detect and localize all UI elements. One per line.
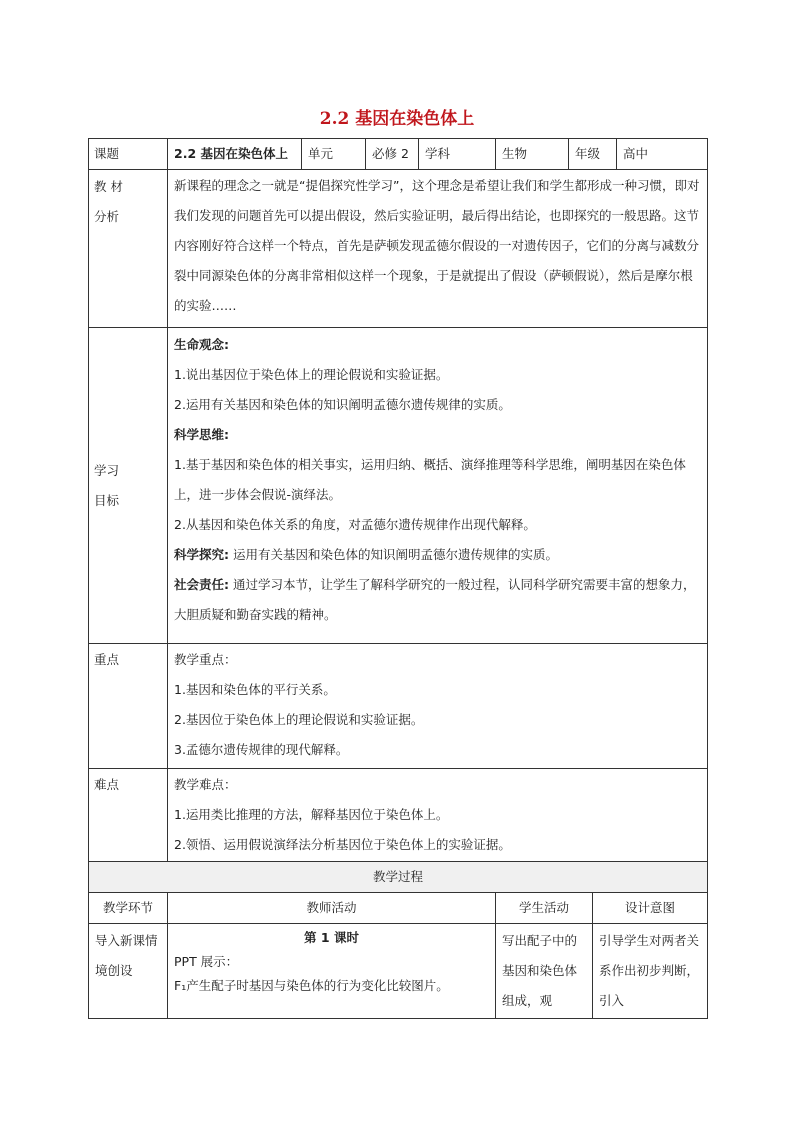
difficulties-row [89, 769, 708, 862]
inquiry-text: 运用有关基因和染色体的知识阐明孟德尔遗传规律的实质。 [229, 547, 558, 562]
teacher-cell [168, 924, 496, 1019]
col-teacher: 教师活动 [168, 893, 496, 924]
page-title: 2.2 基因在染色体上 [319, 109, 475, 129]
analysis-row [89, 170, 708, 328]
difficulty-item: 2.领悟、运用假说演绎法分析基因位于染色体上的实验证据。 [174, 837, 511, 852]
topic-value: 2.2 基因在染色体上 [168, 139, 302, 170]
thinking-heading: 科学思维: [174, 427, 229, 442]
unit-label: 单元 [302, 139, 366, 170]
thinking-goal-2: 2.从基因和染色体关系的角度，对孟德尔遗传规律作出现代解释。 [174, 517, 536, 532]
student-cell: 写出配子中的基因和染色体组成，观 [496, 924, 593, 1019]
header-row [89, 139, 708, 170]
life-goal-2: 2.运用有关基因和染色体的知识阐明孟德尔遗传规律的实质。 [174, 397, 511, 412]
key-point-item: 1.基因和染色体的平行关系。 [174, 682, 336, 697]
goals-label-line2: 目标 [94, 492, 120, 508]
key-points-content [168, 644, 708, 769]
difficulties-label: 难点 [89, 769, 168, 862]
key-point-item: 3.孟德尔遗传规律的现代解释。 [174, 742, 349, 757]
inquiry-goal [174, 540, 701, 570]
col-stage: 教学环节 [89, 893, 168, 924]
col-intent: 设计意图 [593, 893, 708, 924]
col-student: 学生活动 [496, 893, 593, 924]
session-label: 第 1 课时 [304, 930, 359, 945]
grade-value: 高中 [617, 139, 708, 170]
life-heading: 生命观念: [174, 337, 229, 352]
life-goal-1: 1.说出基因位于染色体上的理论假说和实验证据。 [174, 367, 449, 382]
topic-label: 课题 [89, 139, 168, 170]
f1-text: F₁产生配子时基因与染色体的行为变化比较图片。 [174, 978, 449, 993]
difficulties-heading: 教学难点： [174, 777, 237, 792]
unit-value: 必修 2 [366, 139, 419, 170]
key-points-row [89, 644, 708, 769]
social-goal [174, 570, 701, 630]
grade-label: 年级 [569, 139, 617, 170]
goals-label-line1: 学习 [94, 462, 120, 478]
goals-content [168, 328, 708, 644]
key-point-item: 2.基因位于染色体上的理论假说和实验证据。 [174, 712, 424, 727]
analysis-text: 新课程的理念之一就是“提倡探究性学习”，这个理念是希望让我们和学生都形成一种习惯，即对我们发现的问题首先可以提出假设，然后实验证明，最后得出结论，也即探究的一般思路。这节内容刚好符合这样一个特点，首先是萨顿发现孟德尔假设的一对遗传因子，它们的分离与减数分裂中同源染色体的分离非常相似这样一个现象，于是就提出了假设（萨顿假说），然后是摩尔根的实验…… [168, 170, 708, 328]
key-points-label: 重点 [89, 644, 168, 769]
process-column-row [89, 893, 708, 924]
difficulties-content [168, 769, 708, 862]
key-points-heading: 教学重点： [174, 652, 237, 667]
subject-label: 学科 [419, 139, 496, 170]
analysis-label-line2: 分析 [94, 209, 120, 224]
subject-value: 生物 [496, 139, 569, 170]
social-heading: 社会责任: [174, 577, 229, 592]
thinking-goal-1: 1.基于基因和染色体的相关事实，运用归纳、概括、演绎推理等科学思维，阐明基因在染色体上，进一步体会假说-演绎法。 [174, 457, 686, 502]
goals-row [89, 328, 708, 644]
stage-cell: 导入新课情境创设 [89, 924, 168, 1019]
ppt-label: PPT 展示： [174, 954, 239, 969]
goals-label [89, 328, 168, 644]
difficulty-item: 1.运用类比推理的方法，解释基因位于染色体上。 [174, 807, 449, 822]
analysis-label-line1: 教 材 [94, 179, 123, 194]
process-heading-row [89, 862, 708, 893]
process-row [89, 924, 708, 1019]
social-text: 通过学习本节，让学生了解科学研究的一般过程，认同科学研究需要丰富的想象力，大胆质疑和勤奋实践的精神。 [174, 577, 696, 622]
intent-cell: 引导学生对两者关系作出初步判断，引入 [593, 924, 708, 1019]
process-heading: 教学过程 [89, 862, 708, 893]
analysis-label [89, 170, 168, 328]
inquiry-heading: 科学探究: [174, 547, 229, 562]
lesson-plan-table [88, 138, 708, 1019]
